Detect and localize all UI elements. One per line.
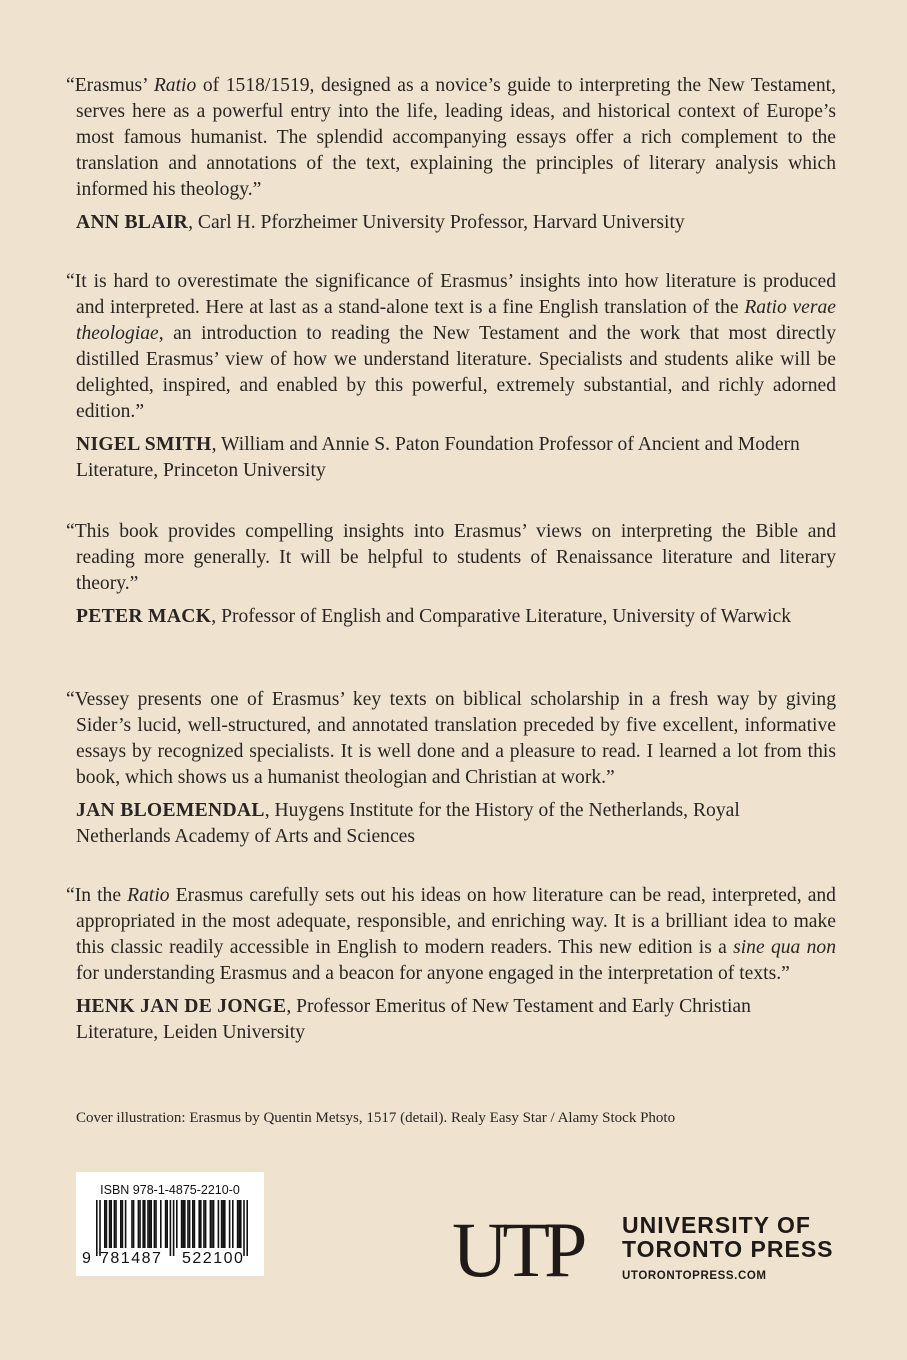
isbn-barcode [76,1172,264,1276]
barcode-bar [144,1200,146,1248]
blurb-attribution [76,994,836,1046]
barcode-bar [133,1200,135,1248]
barcode-digits-right: 522100 [182,1250,245,1267]
blurb-quote: “Erasmus’ Ratio of 1518/1519, designed as a novice’s guide to interpreting the New Testament, serves here as a powerful entry into the life, leading ideas, and historical context of Europe’s most famous humanist. The splendid accompanying essays offer a rich complement to the translation and annotations of the text, explaining the principles of literary analysis which informed his theology.” [66,75,836,200]
blurb-attribution [76,210,836,236]
barcode-bar [238,1200,240,1248]
barcode-bar [142,1200,144,1248]
barcode-bar [203,1200,205,1248]
publisher-name-line2: TORONTO PRESS [622,1235,834,1262]
barcode-bar [176,1200,178,1248]
barcode-bar [149,1200,151,1248]
blurb-quote: “Vessey presents one of Erasmus’ key texts on biblical scholarship in a fresh way by giving Sider’s lucid, well-structured, and annotated translation preceded by five excellent, informative essays by recognized specialists. It is well done and a pleasure to read. I learned a lot from this book, which shows us a humanist theologian and Christian at work.” [66,689,836,788]
reviewer-name: HENK JAN DE JONGE [76,996,287,1017]
barcode-bar [184,1200,186,1248]
barcode-bar [222,1200,224,1248]
barcode-bar [166,1200,168,1248]
blurb-quote: “In the Ratio Erasmus carefully sets out his ideas on how literature can be read, interpreted, and appropriated in the most adequate, responsible, and enriching way. It is a brilliant idea to make this classic readily accessible in English to modern readers. This new edition is a sine qua non for understanding Erasmus and a beacon for anyone engaged in the interpretation of texts.” [66,885,836,984]
barcode-bar [110,1200,112,1248]
barcode-bar [181,1200,183,1248]
barcode-bar [99,1200,101,1256]
barcode-bar [194,1200,196,1248]
barcode-bar [200,1200,202,1248]
barcode-bar [114,1200,116,1248]
barcode-bar [173,1200,175,1256]
barcode-bar [160,1200,162,1248]
blurb-quote: “This book provides compelling insights into Erasmus’ views on interpreting the Bible and reading more generally. It will be helpful to students of Renaissance literature and literary theory.” [66,521,836,594]
barcode-bar [246,1200,248,1256]
barcode-bar [198,1200,200,1248]
reviewer-affiliation: , Huygens Institute for the History of the Netherlands, Royal Netherlands Academy of Arts and Sciences [76,800,740,847]
reviewer-name: NIGEL SMITH [76,434,212,455]
barcode-digit-first: 9 [82,1250,91,1267]
reviewer-affiliation: , Professor of English and Comparative Literature, University of Warwick [211,606,792,627]
barcode-bar [187,1200,189,1248]
barcode-bar [115,1200,117,1248]
reviewer-affiliation: , William and Annie S. Paton Foundation Professor of Ancient and Modern Literature, Princeton University [76,434,800,481]
barcode-bar [104,1200,106,1248]
blurb-peter-mack [66,519,836,630]
blurb-attribution [76,798,836,850]
barcode-bar [182,1200,184,1248]
barcode-bar [240,1200,242,1248]
barcode-bar [237,1200,239,1248]
barcode-bar [243,1200,245,1256]
barcode-bar [229,1200,231,1248]
barcode-bar [165,1200,167,1248]
barcode-bar [205,1200,207,1248]
reviewer-name: JAN BLOEMENDAL [76,800,265,821]
barcode-digits-left: 781487 [100,1250,163,1267]
barcode-bar [211,1200,213,1248]
barcode-bar [138,1200,140,1248]
reviewer-name: ANN BLAIR [76,212,189,233]
barcode-bar [139,1200,141,1248]
reviewer-name: PETER MACK [76,606,212,627]
reviewer-affiliation: , Professor Emeritus of New Testament and Early Christian Literature, Leiden University [76,996,751,1043]
blurb-nigel-smith [66,269,836,484]
publisher-name [622,1214,834,1261]
barcode-bar [96,1200,98,1256]
barcode-bar [147,1200,149,1248]
barcode-bar [170,1200,172,1256]
blurb-jan-bloemendal [66,687,836,850]
utp-logo-mark: UTP [452,1206,582,1293]
barcode-bar [109,1200,111,1248]
barcode-bar [213,1200,215,1248]
blurb-henk-jan-de-jonge [66,883,836,1046]
barcode-bar [218,1200,220,1248]
barcode-bar [120,1200,122,1248]
barcode-bar [232,1200,234,1248]
barcode-bar [122,1200,124,1248]
blurb-ann-blair [66,73,836,236]
barcode-bar [154,1200,156,1248]
barcode-bar [155,1200,157,1248]
publisher-logo [452,1206,852,1293]
barcode-bar [210,1200,212,1248]
blurb-attribution [76,604,836,630]
publisher-url: UTORONTOPRESS.COM [622,1270,767,1282]
cover-illustration-credit: Cover illustration: Erasmus by Quentin Metsys, 1517 (detail). Realy Easy Star / Alamy Stock Photo [76,1110,676,1126]
barcode-bar [106,1200,108,1248]
isbn-label: ISBN 978-1-4875-2210-0 [100,1183,240,1197]
barcode-bar [189,1200,191,1248]
barcode-bar [125,1200,127,1248]
barcode-bar [221,1200,223,1248]
reviewer-affiliation: , Carl H. Pforzheimer University Professor, Harvard University [188,212,685,233]
barcode-bar [150,1200,152,1248]
blurb-attribution [76,432,836,484]
blurb-quote: “It is hard to overestimate the significance of Erasmus’ insights into how literature is produced and interpreted. Here at last as a stand-alone text is a fine English translation of the Ratio verae theologiae, an introduction to reading the New Testament and the work that most directly distilled Erasmus’ view of how we understand literature. Specialists and students alike will be delighted, inspired, and enabled by this powerful, extremely substantial, and richly adorned edition.” [66,271,836,422]
barcode-bar [131,1200,133,1248]
publisher-name-line1: UNIVERSITY OF [622,1212,811,1238]
barcode-bar [192,1200,194,1248]
barcode-bar [224,1200,226,1248]
